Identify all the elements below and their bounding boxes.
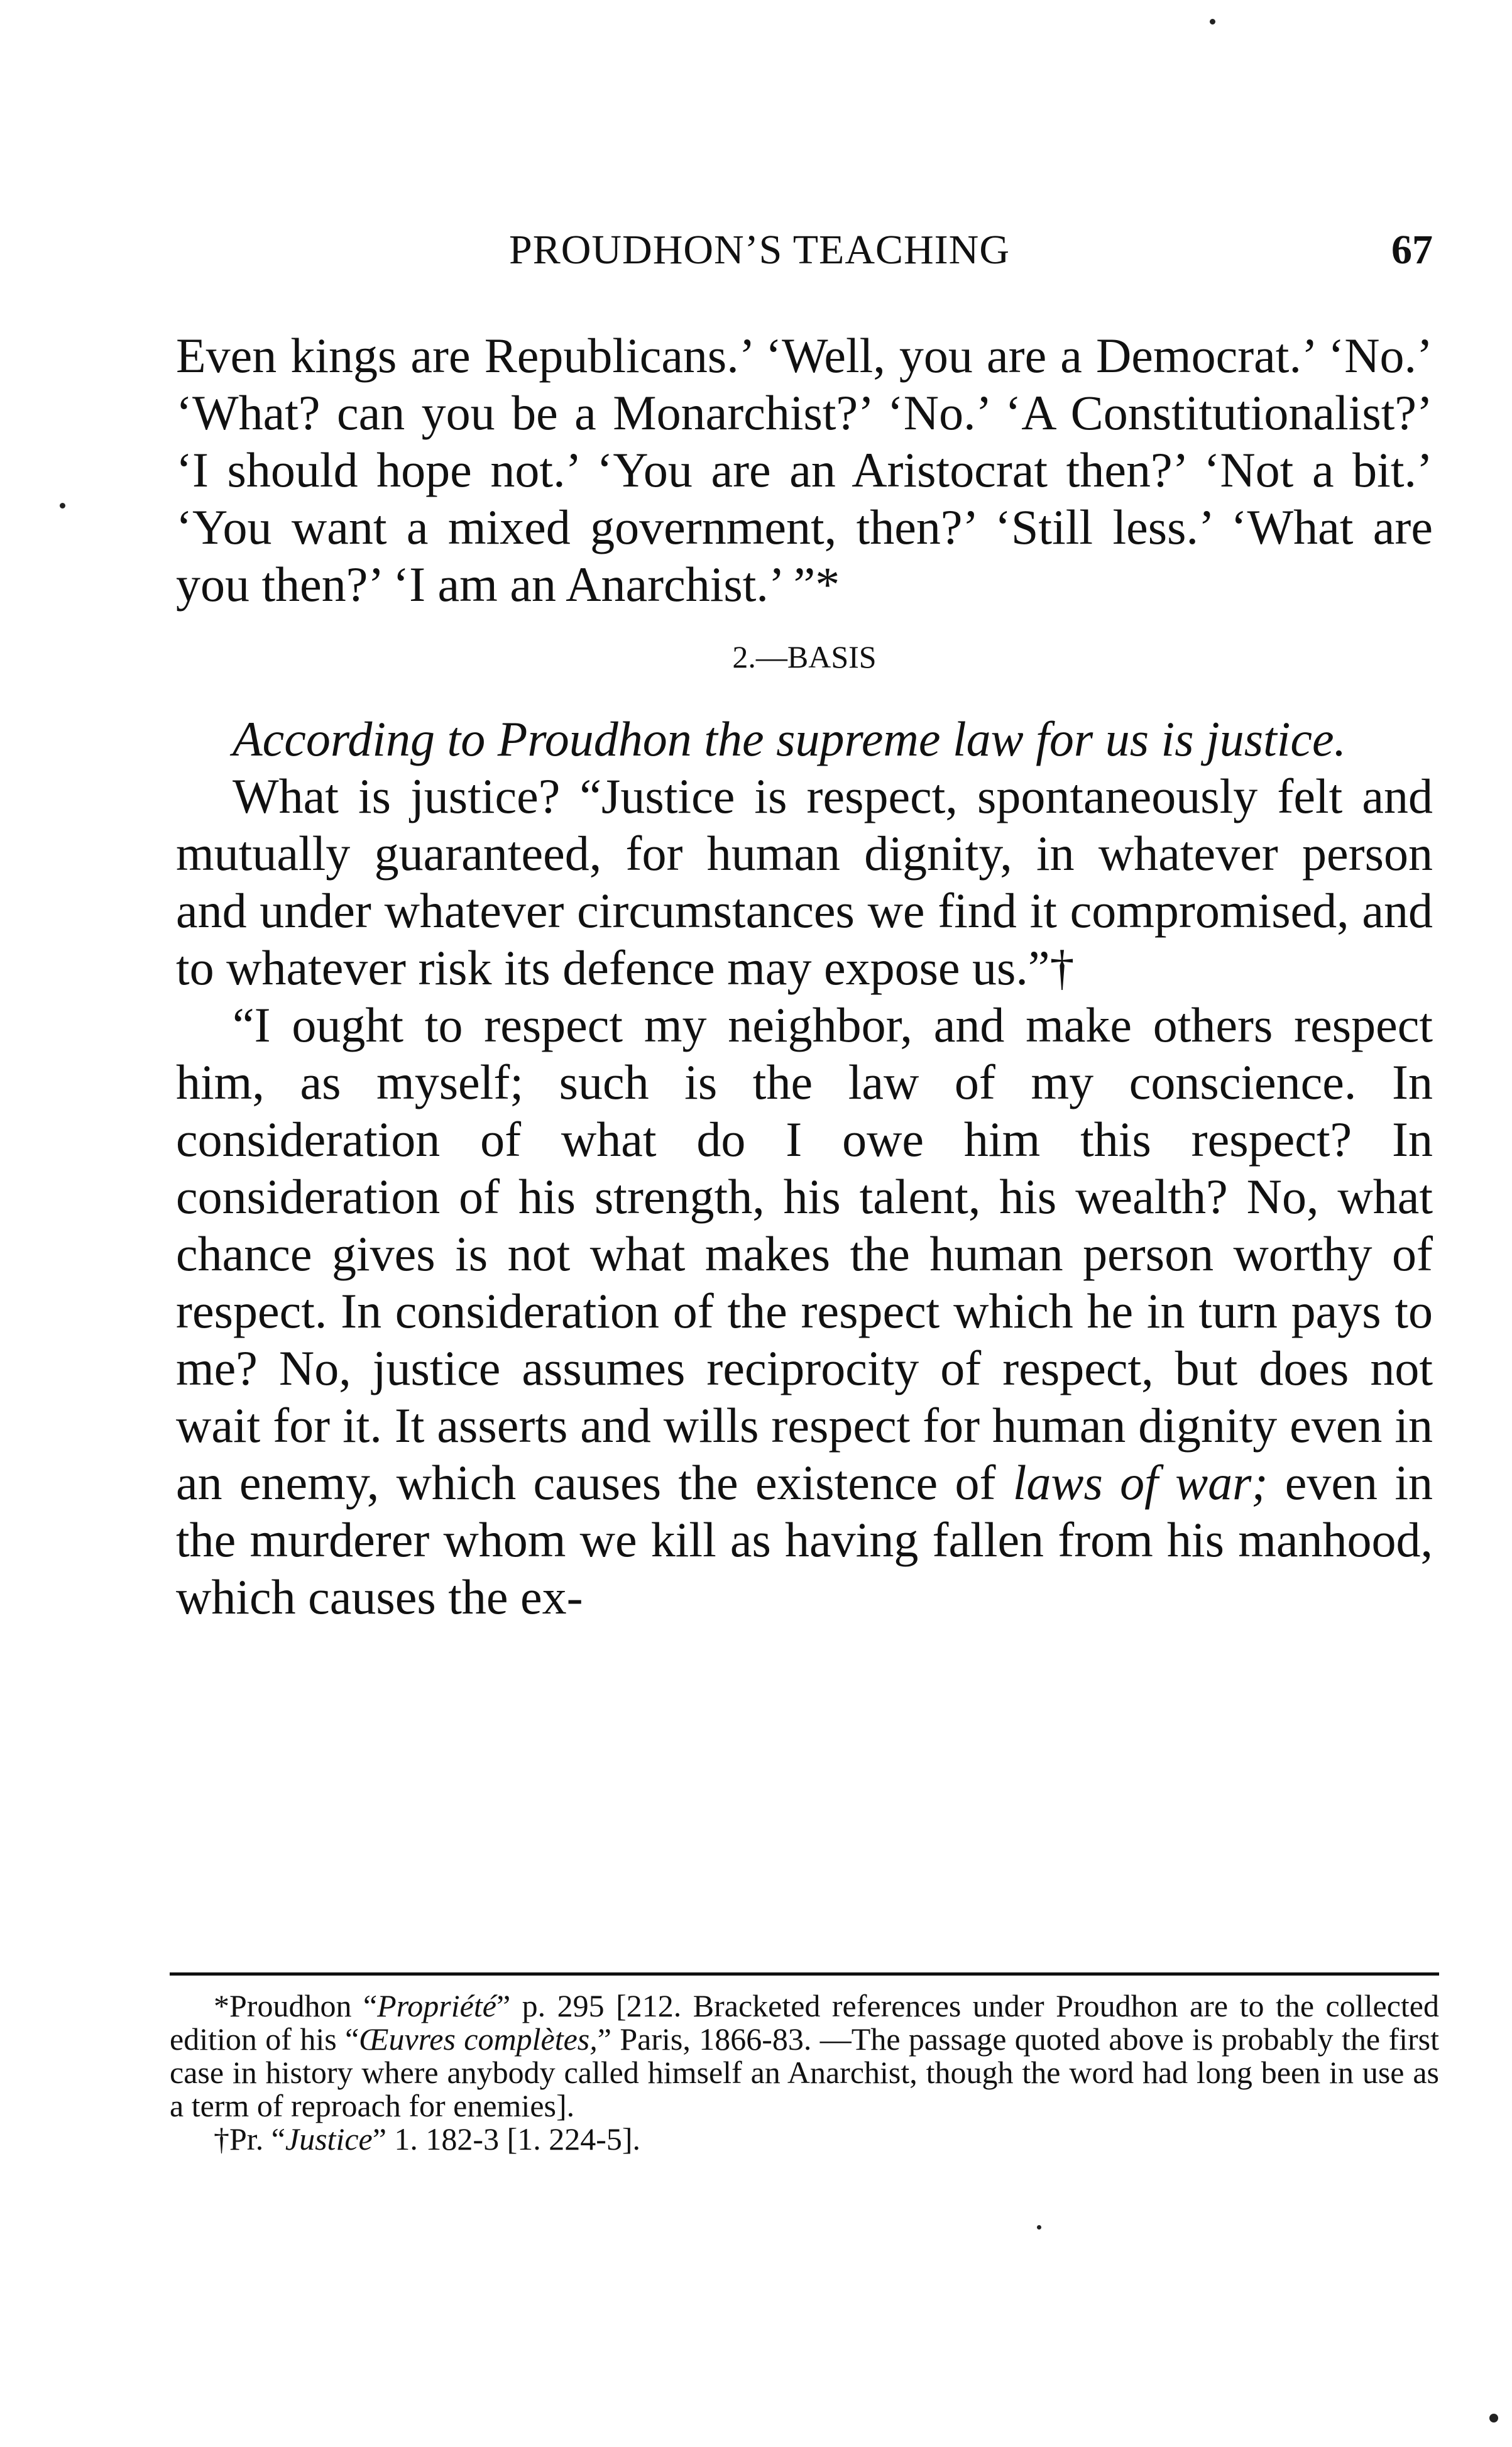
footnotes [170,1989,1439,2156]
fn1-middle: ” p. 295 [212. Bracketed references under Proudhon are to the collected edition of his “ [170,1988,1439,2057]
body-text [176,327,1433,1625]
running-head [176,226,1433,283]
paragraph-justice-definition: What is justice? “Justice is respect, spontaneously felt and mutually guaranteed, for human dignity, in whatever person and under whatever circumstances we find it compromised, and to whatever risk its defence may expose us.”† [176,769,1433,995]
fn1-title: Propriété [377,1988,496,2023]
print-speck [1489,2414,1498,2422]
section-heading: 2.—BASIS [732,639,877,674]
running-title: PROUDHON’S TEACHING [509,227,1010,273]
neighbor-quote-ending: even in the murderer whom we kill as having fallen from his manhood, which causes the ex- [176,1455,1433,1624]
fn1-end: ” Paris, 1866-83. —The passage quoted above is probably the first case in history where anybody called himself an Anarchist, though the word had long been in use as a term of reproach for enemies]. [170,2021,1439,2123]
fn1-intro: *Proudhon “ [214,1988,378,2023]
fn2-end: ” 1. 182-3 [1. 224-5]. [372,2121,641,2157]
fn2-title: Justice [285,2121,373,2157]
footnote-2 [170,2123,1439,2156]
paragraph-thesis: According to Proudhon the supreme law for us is justice. [233,712,1347,766]
print-speck [1037,2225,1041,2230]
print-speck [60,503,65,509]
paragraph-neighbor-quote [176,996,1433,1625]
print-speck [1210,19,1215,25]
footnote-1 [170,1989,1439,2123]
footnote-rule [170,1972,1439,1976]
laws-of-war-italic: laws of war; [1012,1455,1268,1510]
fn2-intro: †Pr. “ [214,2121,285,2157]
page-number: 67 [1391,227,1433,273]
fn1-title2: Œuvres complètes, [359,2021,598,2057]
neighbor-quote-text: “I ought to respect my neighbor, and make others respect him, as myself; such is the law of my conscience. In consideration of what do I owe him this respect? In consideration of his strength, his talent, his wealth? No, what chance gives is not what makes the human person worthy of respect. In consideration of the respect which he in turn pays to me? No, justice assumes reciprocity of respect, but does not wait for it. It asserts and wills respect for human dignity even in an enemy, which causes the existence of [176,998,1433,1510]
paragraph-dialogue: Even kings are Republicans.’ ‘Well, you are a Democrat.’ ‘No.’ ‘What? can you be a Monarchist?’ ‘No.’ ‘A Constitutionalist?’ ‘I should hope not.’ ‘You are an Aristocrat then?’ ‘Not a bit.’ ‘You want a mixed government, then?’ ‘Still less.’ ‘What are you then?’ ‘I am an Anarchist.’ ”* [176,328,1433,612]
